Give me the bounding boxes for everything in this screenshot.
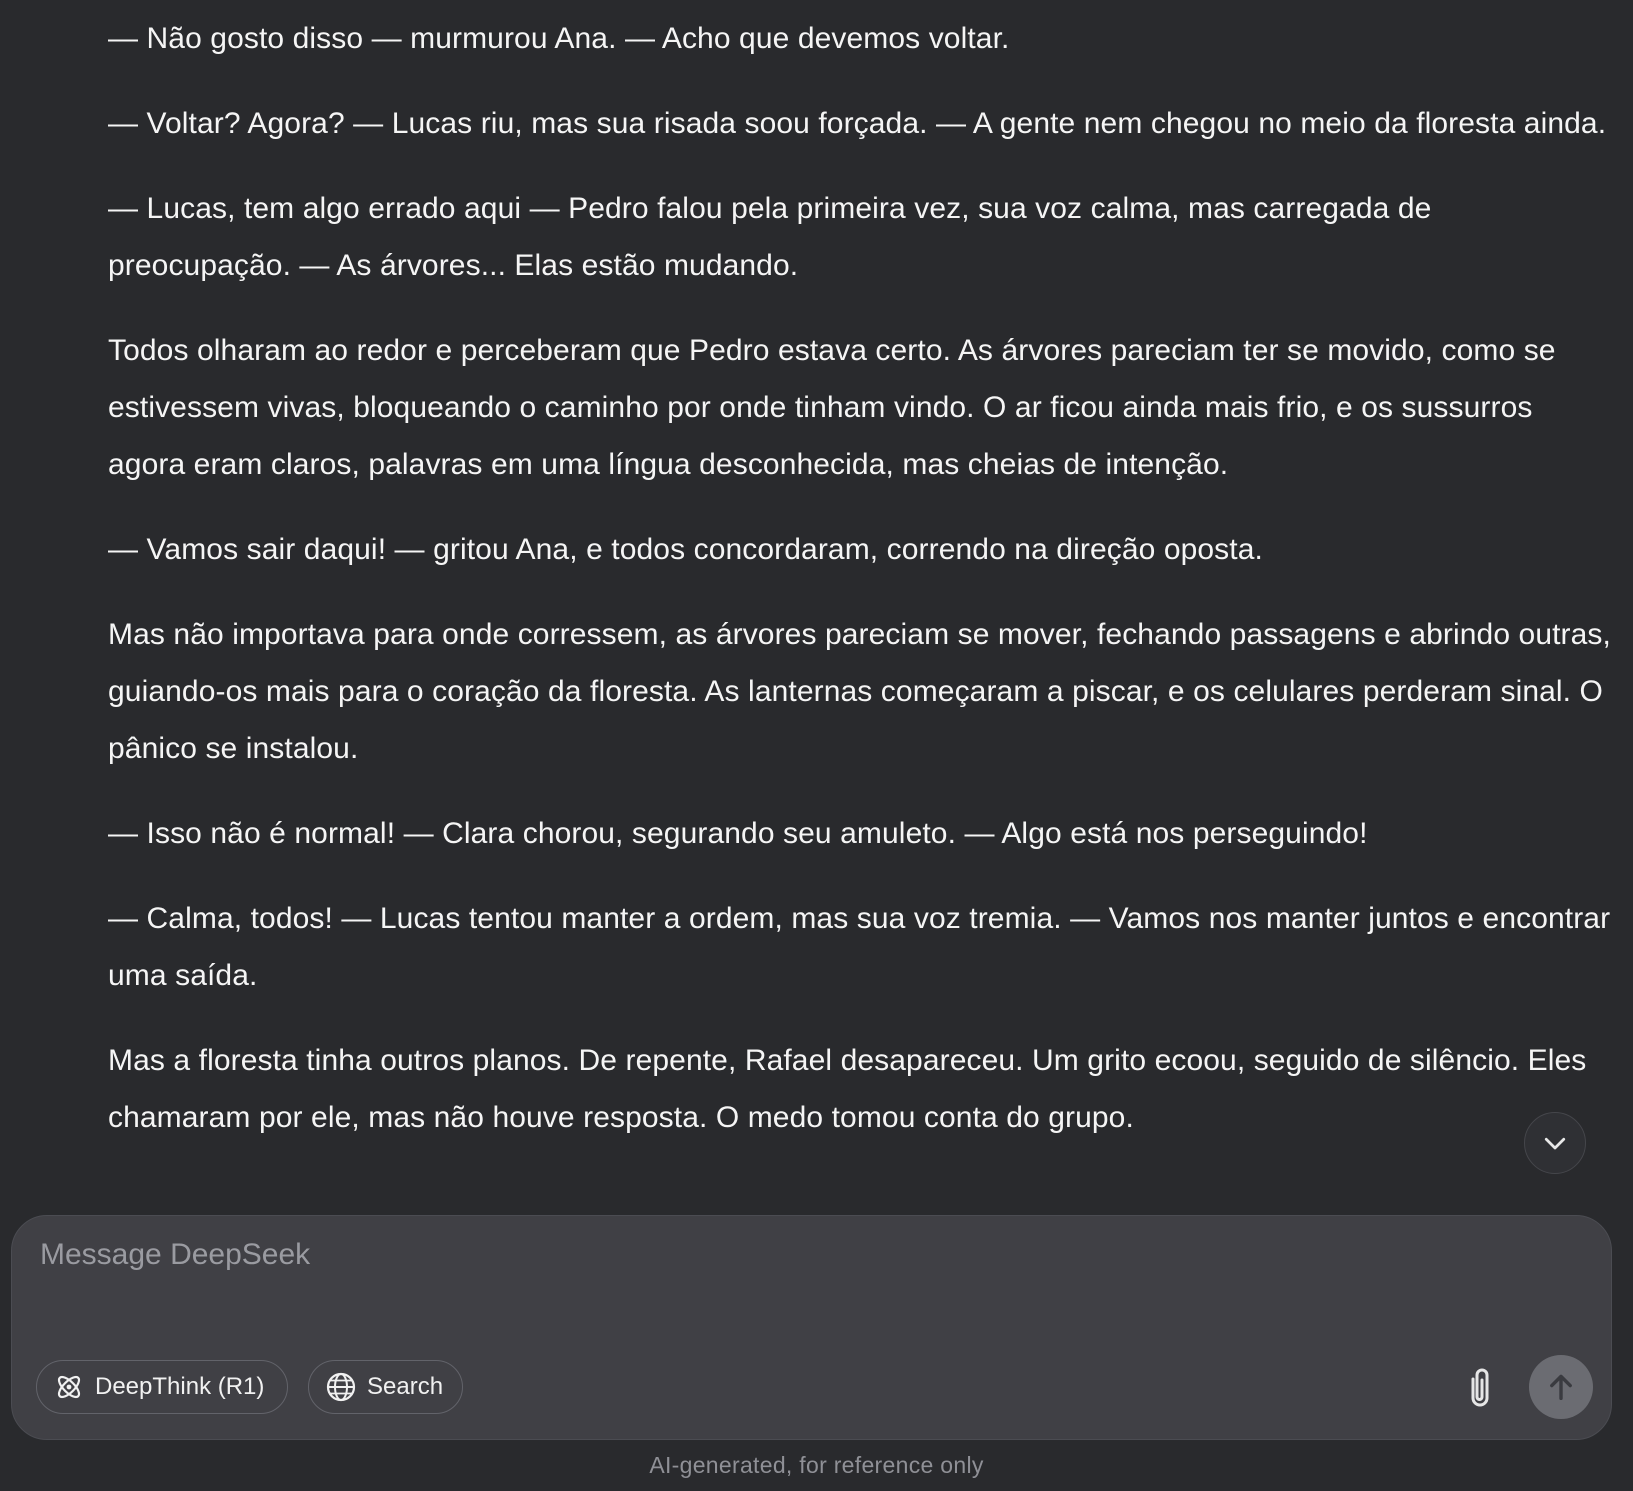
message-paragraph: Mas não importava para onde corressem, as árvores pareciam se mover, fechando passagens e abrindo outras, guiando-os mais para o coração da floresta. As lanternas começaram a piscar, e os celulares perderam sinal. O pânico se instalou.: [108, 618, 1611, 765]
message-paragraph: — Voltar? Agora? — Lucas riu, mas sua risada soou forçada. — A gente nem chegou no meio da floresta ainda.: [108, 107, 1607, 140]
attach-file-button[interactable]: [1452, 1360, 1508, 1416]
search-label: Search: [367, 1373, 444, 1400]
conversation-area: [108, 10, 1613, 1195]
arrow-up-icon: [1544, 1370, 1578, 1404]
globe-icon: [325, 1371, 357, 1403]
message-input[interactable]: [40, 1238, 1580, 1318]
message-paragraph: — Vamos sair daqui! — gritou Ana, e todos concordaram, correndo na direção oposta.: [108, 533, 1263, 566]
chevron-down-icon: [1540, 1128, 1570, 1158]
send-button[interactable]: [1529, 1355, 1593, 1419]
scroll-to-bottom-button[interactable]: [1524, 1112, 1586, 1174]
disclaimer-text: AI-generated, for reference only: [649, 1452, 984, 1478]
message-paragraph: Todos olharam ao redor e perceberam que Pedro estava certo. As árvores pareciam ter se movido, como se estivessem vivas, bloqueando o caminho por onde tinham vindo. O ar ficou ainda mais frio, e os sussurros agora eram claros, palavras em uma língua desconhecida, mas cheias de intenção.: [108, 334, 1556, 481]
message-paragraph: — Lucas, tem algo errado aqui — Pedro falou pela primeira vez, sua voz calma, mas carregada de preocupação. — As árvores... Elas estão mudando.: [108, 192, 1432, 282]
search-button[interactable]: [308, 1360, 463, 1414]
deepthink-button[interactable]: [36, 1360, 288, 1414]
message-paragraph: Mas a floresta tinha outros planos. De repente, Rafael desapareceu. Um grito ecoou, seguido de silêncio. Eles chamaram por ele, mas não houve resposta. O medo tomou conta do grupo.: [108, 1044, 1587, 1134]
assistant-message: [108, 10, 1613, 1146]
message-composer: [11, 1215, 1612, 1440]
message-paragraph: — Não gosto disso — murmurou Ana. — Acho que devemos voltar.: [108, 22, 1010, 55]
atom-icon: [53, 1371, 85, 1403]
message-paragraph: — Calma, todos! — Lucas tentou manter a ordem, mas sua voz tremia. — Vamos nos manter juntos e encontrar uma saída.: [108, 902, 1611, 992]
deepthink-label: DeepThink (R1): [95, 1373, 265, 1400]
paperclip-icon: [1460, 1365, 1500, 1411]
message-paragraph: — Isso não é normal! — Clara chorou, segurando seu amuleto. — Algo está nos perseguindo!: [108, 817, 1368, 850]
